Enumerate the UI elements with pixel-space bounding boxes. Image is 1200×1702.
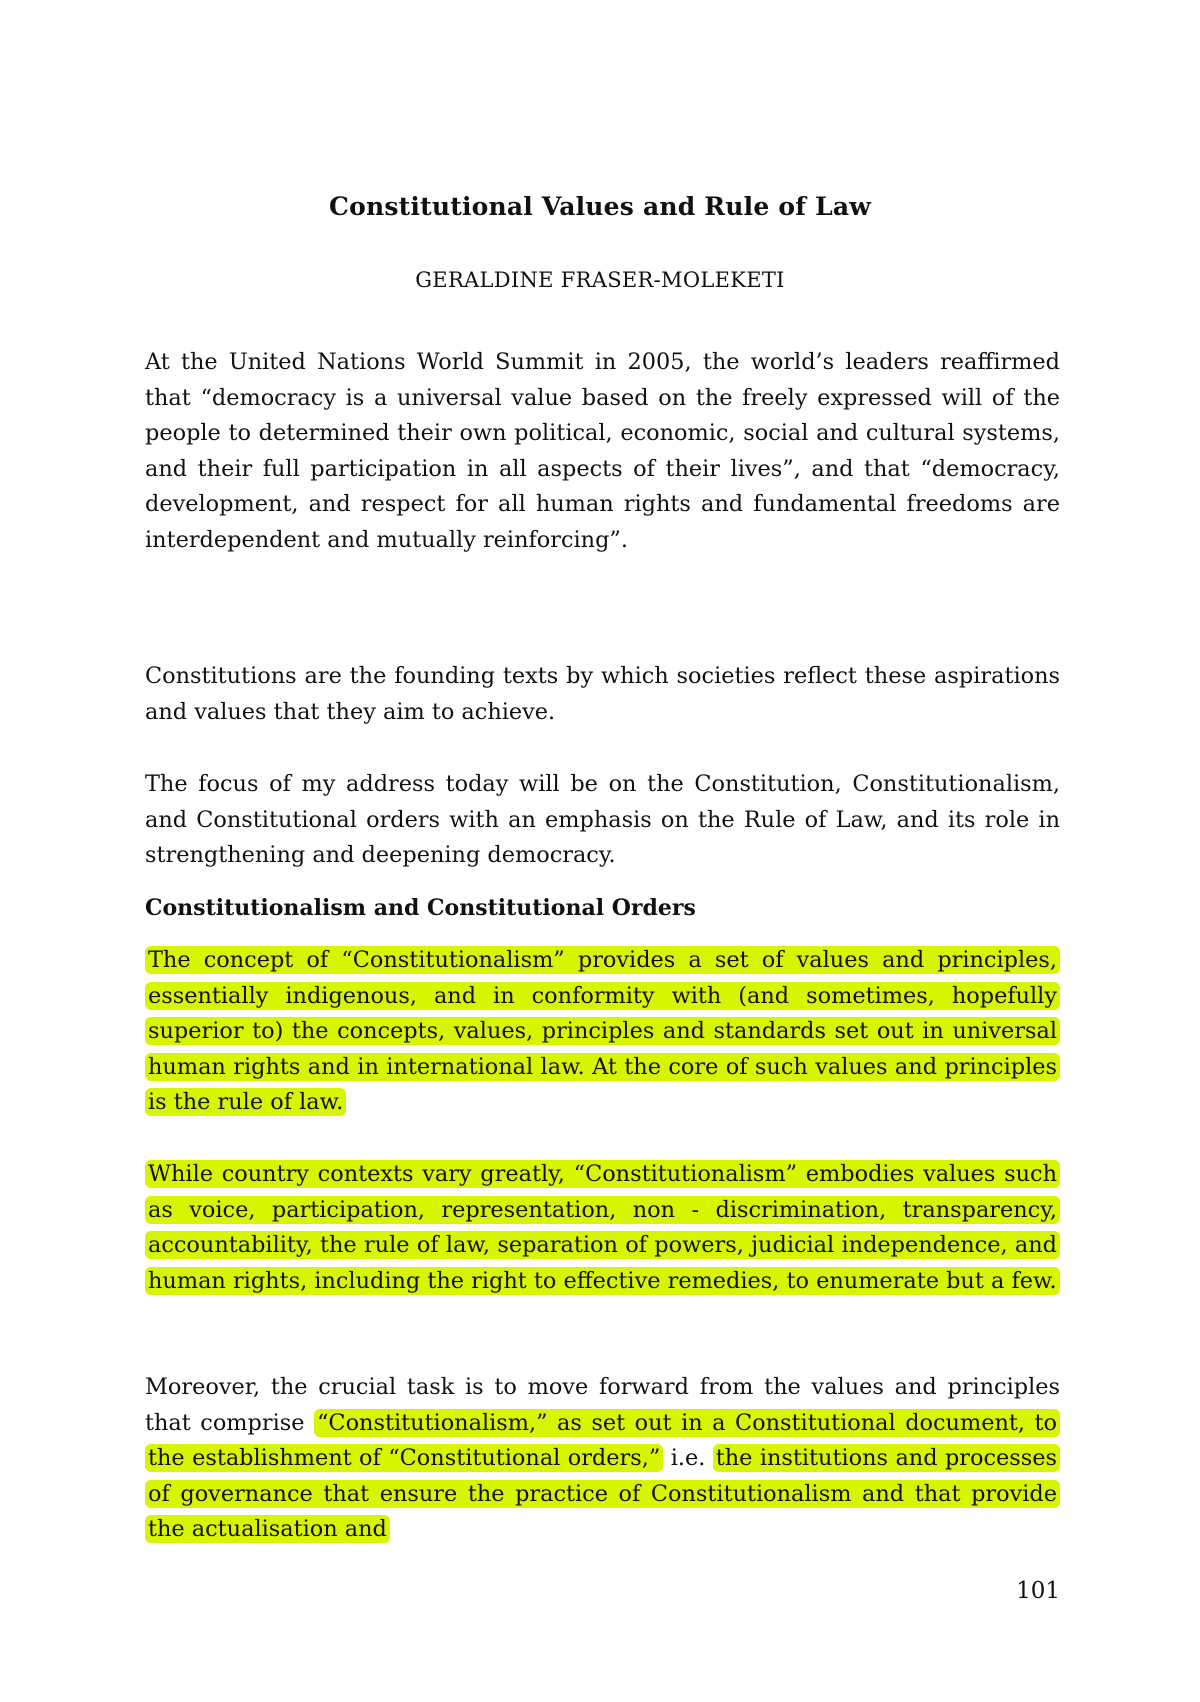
highlighted-text: While country contexts vary greatly, “Constitutionalism” embodies values such as voice, participation, representation, non - discrimination, transparency, accountability, the rule of law, separation of powers, judicial independence, and human rights, including the right to effective remedies, to enumerate but a few. [145, 1160, 1060, 1295]
paragraph-2: Constitutions are the founding texts by which societies reflect these aspirations and values that they aim to achieve. [145, 663, 1060, 725]
author-name: GERALDINE FRASER-MOLEKETI [415, 268, 785, 292]
paragraph-4 [145, 943, 1060, 1121]
highlighted-text: the institutions and processes of governance that ensure the practice of Constitutionalism and that provide the actualisation and [145, 1444, 1060, 1543]
paragraph-6 [145, 1370, 1060, 1548]
plain-text: i.e. [663, 1445, 713, 1472]
section-heading: Constitutionalism and Constitutional Orders [145, 895, 696, 921]
document-title: Constitutional Values and Rule of Law [329, 192, 871, 221]
paragraph-3: The focus of my address today will be on the Constitution, Constitutionalism, and Constitutional orders with an emphasis on the Rule of Law, and its role in strengthening and deepening democracy. [145, 771, 1060, 869]
plain-text: Moreover, the crucial task is to move forward from the values and principles that comprise [145, 1374, 1060, 1436]
paragraph-5 [145, 1157, 1060, 1299]
paragraph-1: At the United Nations World Summit in 2005, the world’s leaders reaffirmed that “democracy is a universal value based on the freely expressed will of the people to determined their own political, economic, social and cultural systems, and their full participation in all aspects of their lives”, and that “democracy, development, and respect for all human rights and fundamental freedoms are interdependent and mutually reinforcing”. [145, 349, 1060, 553]
highlighted-text: “Constitutionalism,” as set out in a Constitutional document, to the establishment of “Constitutional orders,” [145, 1409, 1060, 1473]
highlighted-text: The concept of “Constitutionalism” provides a set of values and principles, essentially indigenous, and in conformity with (and sometimes, hopefully superior to) the concepts, values, principles and standards set out in universal human rights and in international law. At the core of such values and principles is the rule of law. [145, 946, 1060, 1116]
page-number: 101 [1016, 1578, 1060, 1604]
